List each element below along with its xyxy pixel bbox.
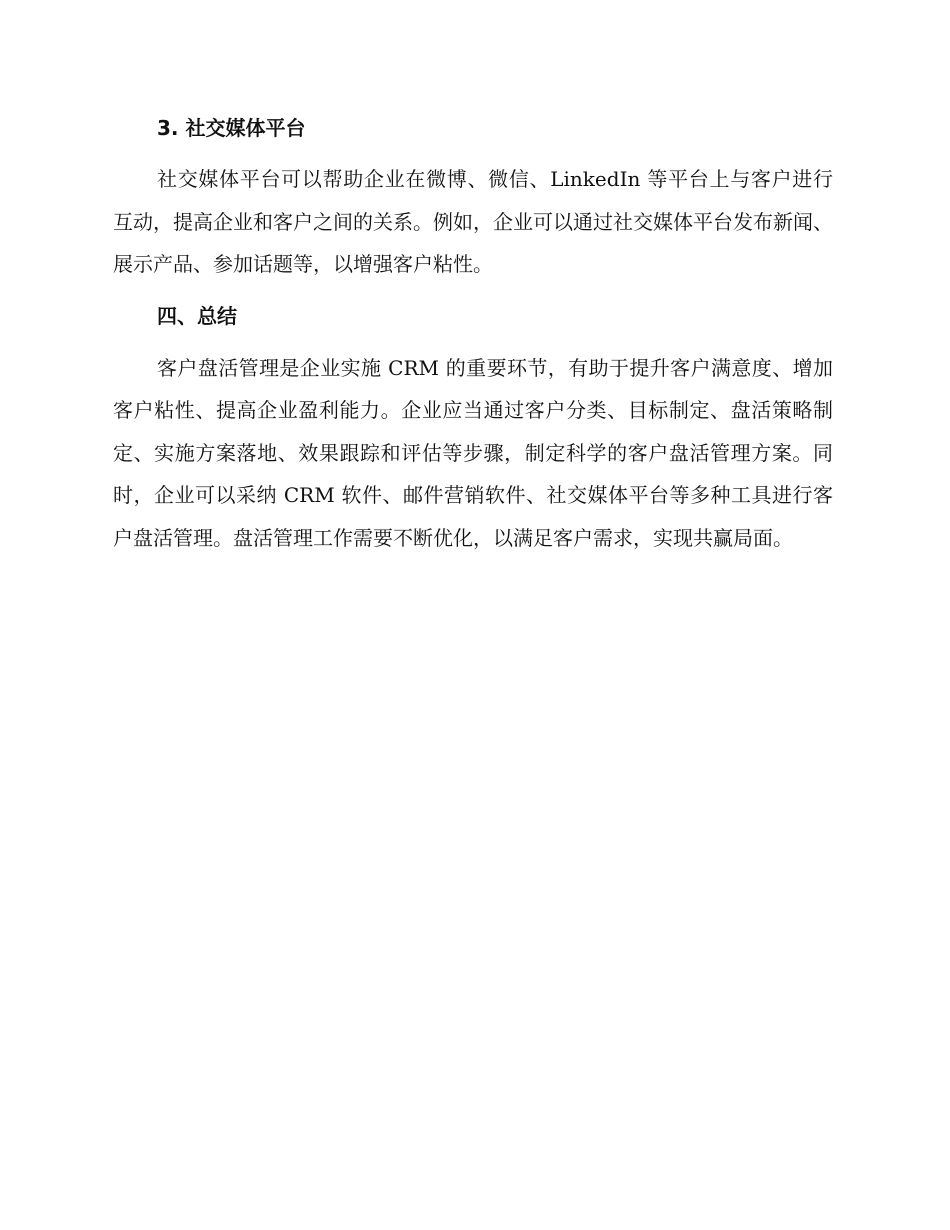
section-heading-summary: 四、总结 [157, 303, 237, 328]
section-heading-social-media: 3. 社交媒体平台 [157, 116, 306, 140]
section-paragraph-summary: 客户盘活管理是企业实施 CRM 的重要环节，有助于提升客户满意度、增加客户粘性、提高企业盈利能力。企业应当通过客户分类、目标制定、盘活策略制定、实施方案落地、效果跟踪和评估等步骤，制定科学的客户盘活管理方案。同时，企业可以采纳 CRM 软件、邮件营销软件、社交媒体平台等多种工具进行客户盘活管理。盘活管理工作需要不断优化，以满足客户需求，实现共赢局面。 [113, 355, 833, 550]
section-paragraph-social-media: 社交媒体平台可以帮助企业在微博、微信、LinkedIn 等平台上与客户进行互动，提高企业和客户之间的关系。例如，企业可以通过社交媒体平台发布新闻、展示产品、参加话题等，以增强客户粘性。 [113, 167, 833, 276]
document-body [113, 108, 833, 559]
